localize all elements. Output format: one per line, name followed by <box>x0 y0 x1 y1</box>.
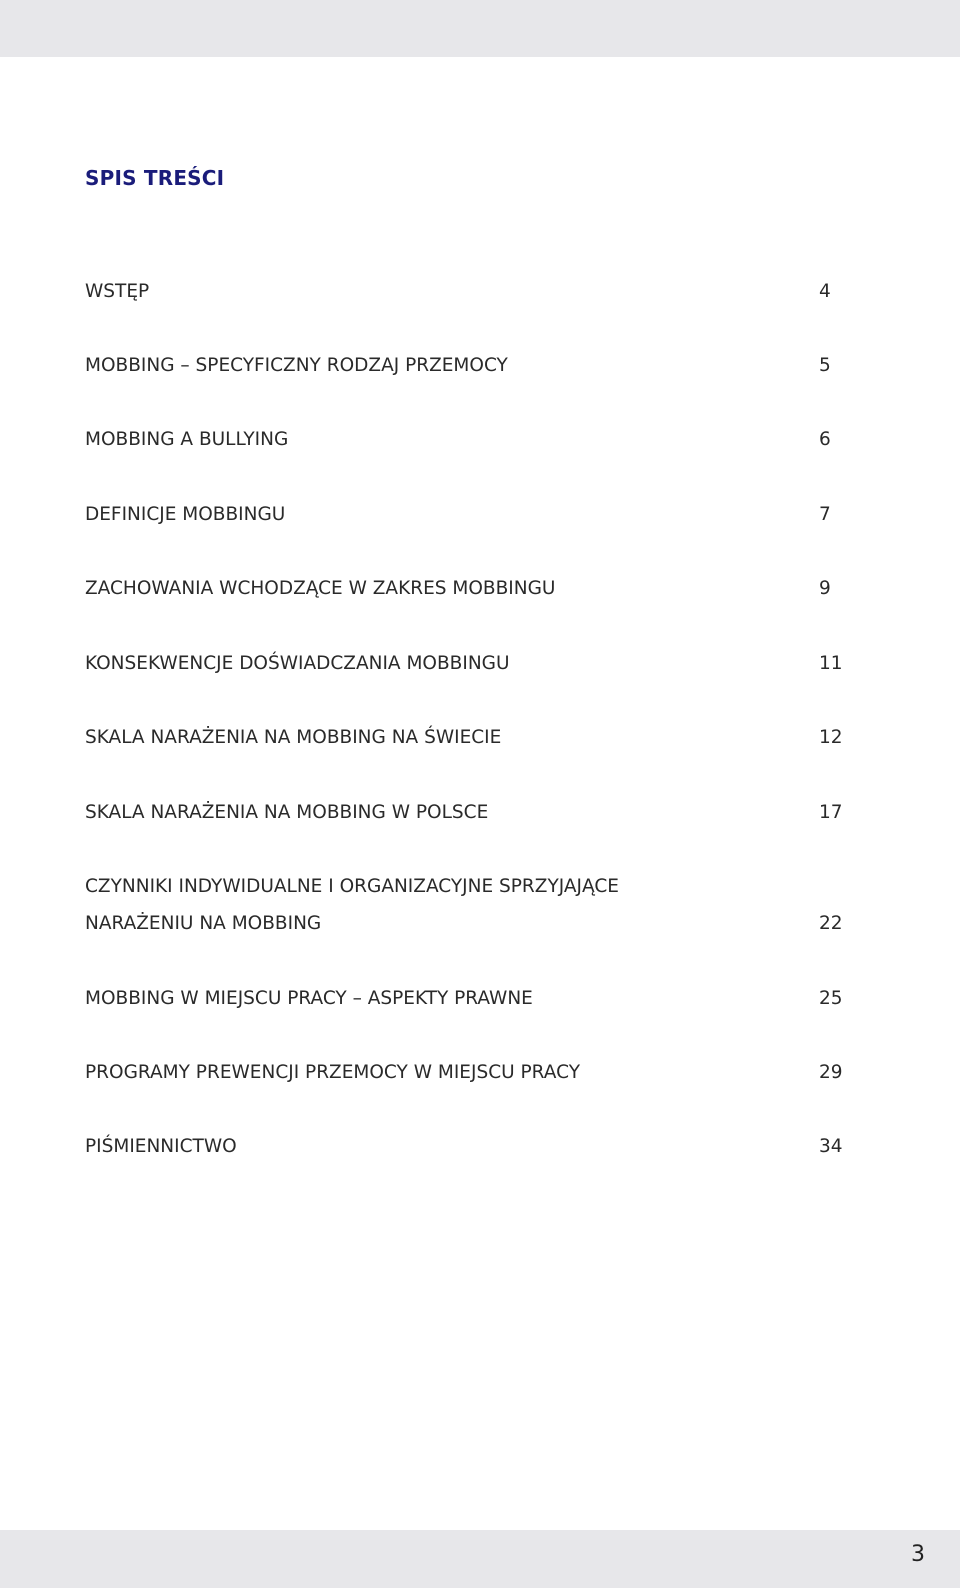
toc-entry-label: MOBBING W MIEJSCU PRACY – ASPEKTY PRAWNE <box>85 988 533 1009</box>
toc-entry[interactable] <box>85 980 849 1017</box>
toc-entry[interactable] <box>85 719 849 756</box>
toc-entry[interactable] <box>85 645 849 682</box>
toc-entry-label: ZACHOWANIA WCHODZĄCE W ZAKRES MOBBINGU <box>85 578 556 599</box>
toc-entry-page: 22 <box>819 913 843 934</box>
toc-entry-page: 29 <box>819 1062 843 1083</box>
toc-entry[interactable] <box>85 1054 849 1091</box>
toc-entry-page: 7 <box>819 504 831 525</box>
toc-title: SPIS TREŚCI <box>85 166 225 190</box>
toc-entry[interactable] <box>85 570 849 607</box>
header-band <box>0 0 960 57</box>
toc-entry-page: 17 <box>819 802 843 823</box>
toc-entry[interactable] <box>85 347 849 384</box>
toc-entry[interactable] <box>85 794 849 831</box>
toc-entry[interactable] <box>85 273 849 310</box>
toc-entry-page: 6 <box>819 429 831 450</box>
toc-entry-label: MOBBING A BULLYING <box>85 429 289 450</box>
toc-entry[interactable] <box>85 421 849 458</box>
toc-entry-label: SKALA NARAŻENIA NA MOBBING W POLSCE <box>85 802 489 823</box>
toc-entry-label: SKALA NARAŻENIA NA MOBBING NA ŚWIECIE <box>85 727 502 748</box>
toc-entry[interactable] <box>85 1128 849 1165</box>
toc-entry-page: 25 <box>819 988 843 1009</box>
footer-band <box>0 1530 960 1588</box>
toc-entry-label: PIŚMIENNICTWO <box>85 1136 237 1157</box>
toc-entry-label: MOBBING – SPECYFICZNY RODZAJ PRZEMOCY <box>85 355 508 376</box>
toc-entry-label: WSTĘP <box>85 281 150 302</box>
toc-entry-page: 34 <box>819 1136 843 1157</box>
toc-entry-page: 12 <box>819 727 843 748</box>
toc-entry-label: KONSEKWENCJE DOŚWIADCZANIA MOBBINGU <box>85 653 510 674</box>
toc-entry[interactable] <box>85 496 849 533</box>
toc-entry-page: 5 <box>819 355 831 376</box>
toc-entry-label: DEFINICJE MOBBINGU <box>85 504 286 525</box>
toc-entry-label <box>85 868 619 942</box>
toc-entry[interactable] <box>85 868 849 942</box>
toc-entry-label: PROGRAMY PREWENCJI PRZEMOCY W MIEJSCU PRACY <box>85 1062 581 1083</box>
toc-entry-page: 9 <box>819 578 831 599</box>
toc-entry-page: 11 <box>819 653 843 674</box>
page-number: 3 <box>911 1542 925 1567</box>
toc-entry-label-line: NARAŻENIU NA MOBBING <box>85 913 322 934</box>
toc-entry-label-line: CZYNNIKI INDYWIDUALNE I ORGANIZACYJNE SPRZYJAJĄCE <box>85 876 619 897</box>
toc-entry-page: 4 <box>819 281 831 302</box>
